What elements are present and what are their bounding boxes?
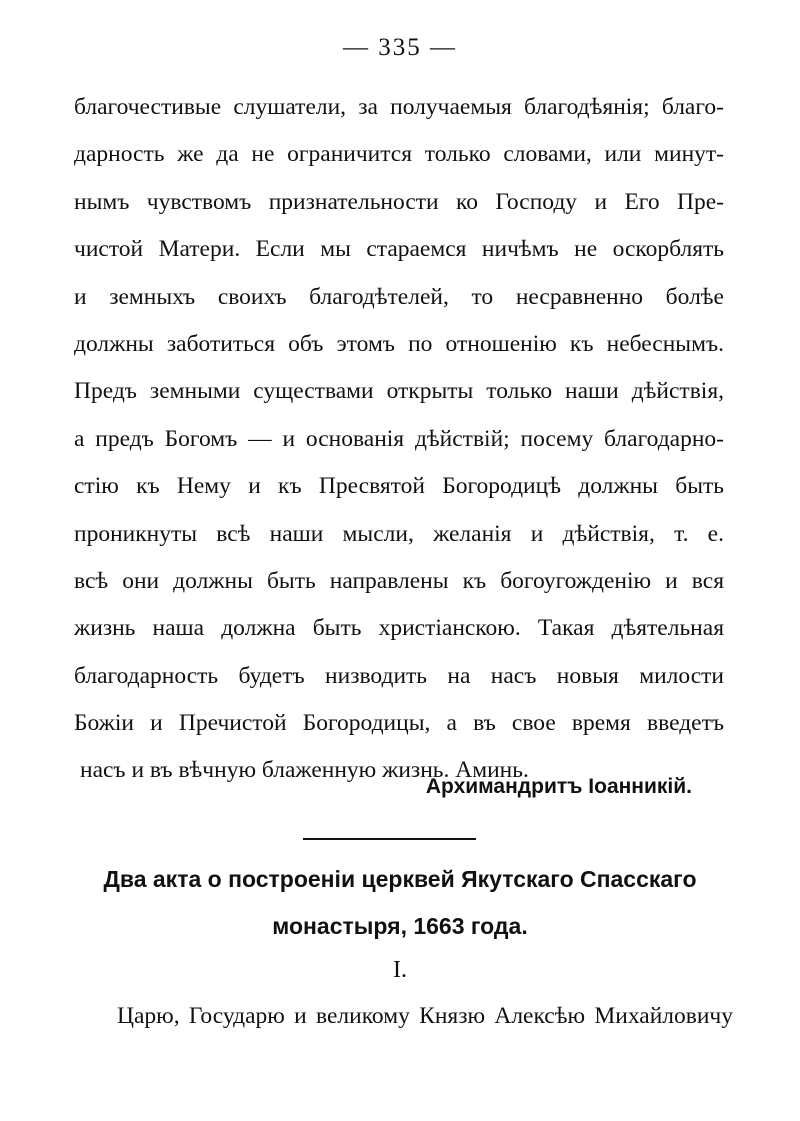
text-line: а предъ Богомъ — и основанія дѣйствій; посему благодарно- <box>74 425 724 452</box>
text-line: жизнь наша должна быть христіанскою. Такая дѣятельная <box>74 615 724 642</box>
author-signature: Архимандритъ Іоанникій. <box>425 775 692 798</box>
text-line: нымъ чувствомъ признательности ко Господу и Его Пре- <box>74 188 724 215</box>
section-title-line-2: монастыря, 1663 года. <box>272 913 528 939</box>
section-title-line-1: Два акта о построеніи церквей Якутскаго Спасскаго <box>103 866 697 892</box>
text-line: благочестивые слушатели, за получаемыя благодѣянія; благо- <box>74 94 724 120</box>
sermon-paragraph <box>74 84 724 795</box>
text-line: насъ и въ вѣчную блаженную жизнь. Аминь. <box>80 757 529 784</box>
text-line: Божіи и Пречистой Богородицы, а въ свое время введетъ <box>74 710 724 737</box>
section-divider <box>303 838 476 840</box>
address-line: Царю, Государю и великому Князю Алексѣю Михайловичу <box>117 1003 733 1029</box>
text-line: Предъ земными существами открыты только наши дѣйствія, <box>74 378 724 405</box>
text-line: стію къ Нему и къ Пресвятой Богородицѣ должны быть <box>74 473 724 500</box>
text-line: проникнуты всѣ наши мысли, желанія и дѣйствія, т. е. <box>74 520 724 547</box>
text-line: благодарность будетъ низводить на насъ новыя милости <box>74 662 724 689</box>
page-number: — 335 — <box>343 34 457 61</box>
section-number: I. <box>393 957 407 983</box>
text-line: чистой Матери. Если мы стараемся ничѣмъ не оскорблять <box>74 236 724 263</box>
text-line: должны заботиться объ этомъ по отношенію къ небеснымъ. <box>74 330 724 357</box>
text-line: всѣ они должны быть направлены къ богоугожденію и вся <box>74 567 724 594</box>
text-line: дарность же да не ограничится только словами, или минут- <box>74 141 724 168</box>
text-line: и земныхъ своихъ благодѣтелей, то несравненно болѣе <box>74 283 724 310</box>
